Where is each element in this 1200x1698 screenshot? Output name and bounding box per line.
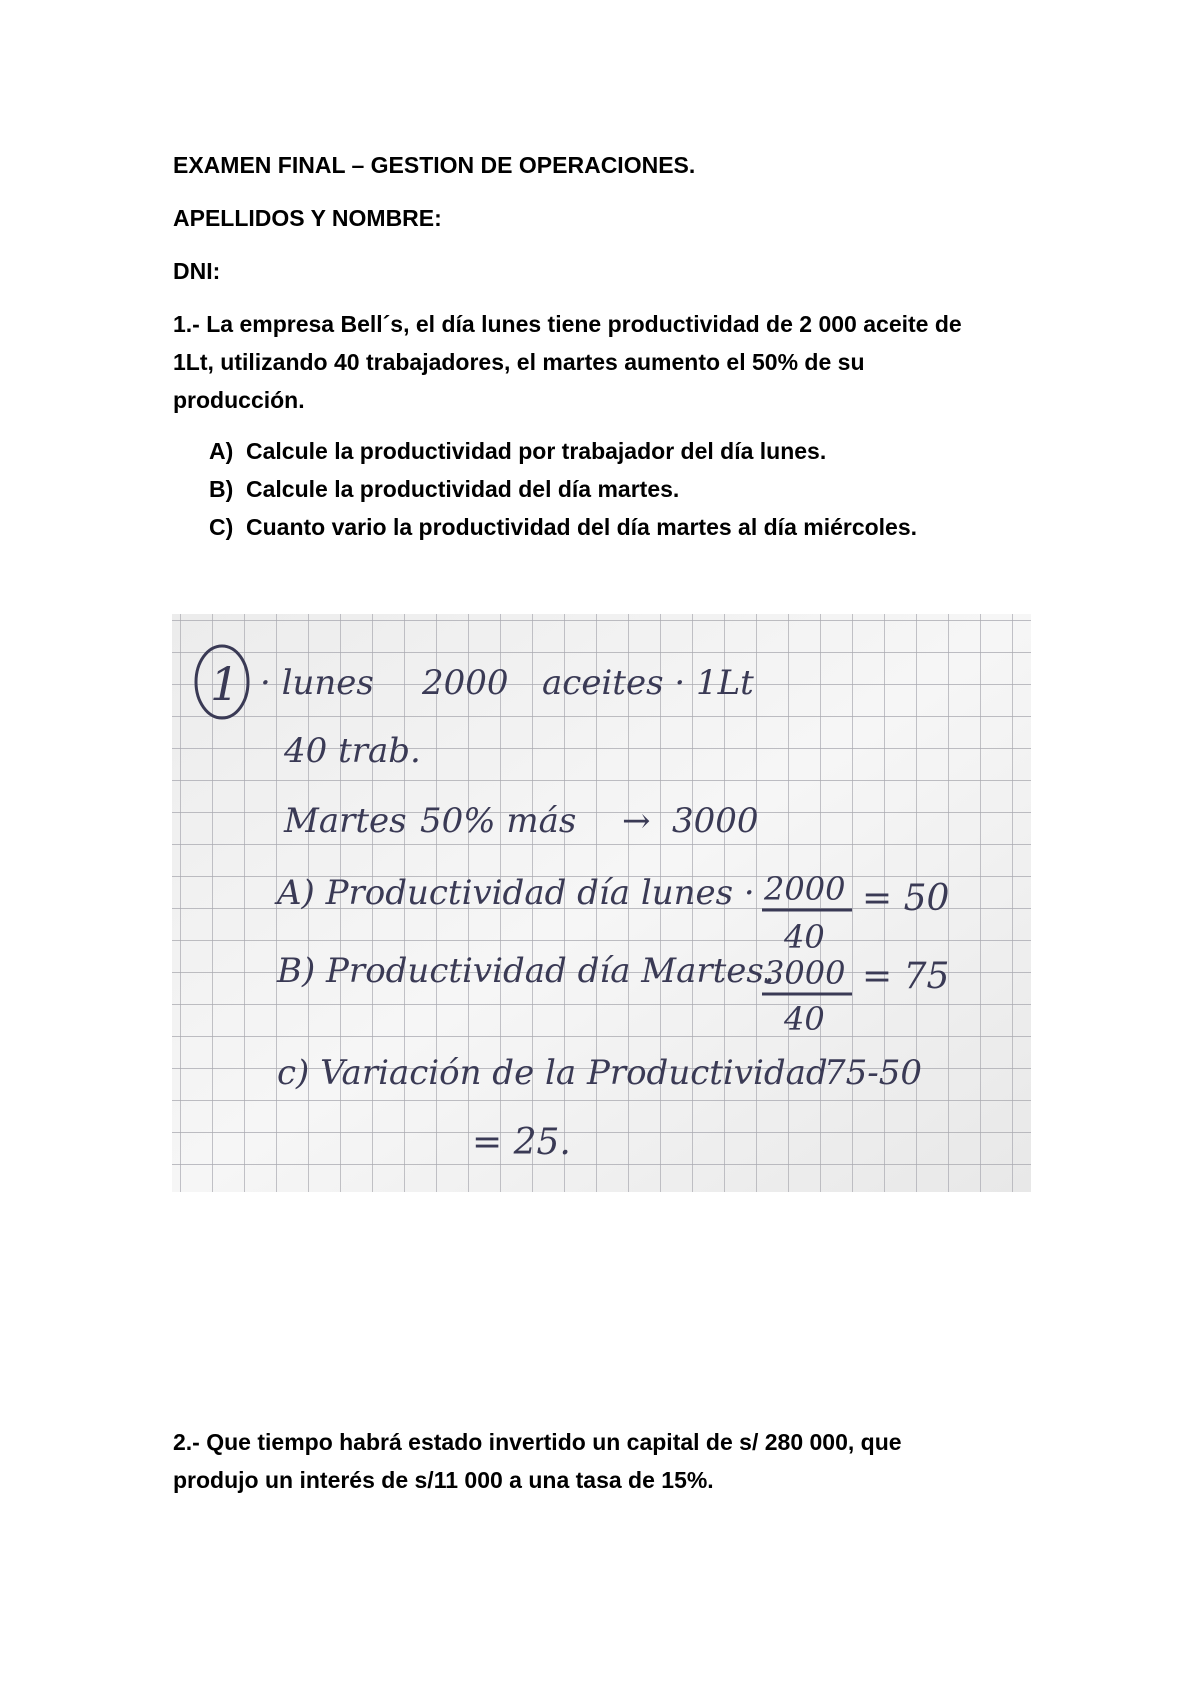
- item-text: Calcule la productividad por trabajador del día lunes.: [246, 438, 827, 464]
- exam-title: EXAMEN FINAL – GESTION DE OPERACIONES.: [173, 152, 696, 178]
- hw-line1-lunes: · lunes: [260, 663, 374, 703]
- item-letter: C): [209, 514, 234, 540]
- hw-circled-number: 1: [210, 657, 240, 711]
- hw-line3-martes: Martes: [284, 801, 407, 841]
- hw-line4-label: A) Productividad día lunes ·: [277, 873, 755, 913]
- hw-line6-calc: 75-50: [824, 1053, 923, 1093]
- handwritten-answer-photo: [172, 614, 1031, 1192]
- item-text: Calcule la productividad del día martes.: [246, 476, 680, 502]
- hw-line6-label: c) Variación de la Productividad: [277, 1053, 828, 1093]
- hw-line5-result: = 75: [862, 956, 950, 997]
- question1-line1: 1.- La empresa Bell´s, el día lunes tiene productividad de 2 000 aceite de: [173, 311, 962, 337]
- hw-line5-label: B) Productividad día Martes.: [277, 951, 775, 991]
- hw-line3-arrow: →: [622, 801, 651, 841]
- item-text: Cuanto vario la productividad del día martes al día miércoles.: [246, 514, 918, 540]
- question2-line1: 2.- Que tiempo habrá estado invertido un capital de s/ 280 000, que: [173, 1429, 902, 1455]
- dni-label: DNI:: [173, 258, 221, 284]
- question2-line2: produjo un interés de s/11 000 a una tasa de 15%.: [173, 1467, 714, 1493]
- hw-line1-aceites: aceites · 1Lt: [542, 663, 754, 703]
- hw-line1-qty: 2000: [422, 663, 509, 703]
- hw-line3-result: 3000: [672, 801, 759, 841]
- hw-line4-denominator: 40: [784, 918, 825, 956]
- item-letter: A): [209, 438, 234, 464]
- hw-line5-denominator: 40: [784, 1000, 825, 1038]
- question1-item-a: [209, 432, 826, 470]
- hw-line4-result: = 50: [862, 878, 950, 919]
- name-label: APELLIDOS Y NOMBRE:: [173, 205, 442, 231]
- hw-line7-result: = 25.: [472, 1122, 571, 1163]
- hw-line3-pct: 50% más: [420, 801, 577, 841]
- question1-item-b: [209, 470, 679, 508]
- hw-line2: 40 trab.: [284, 731, 421, 771]
- grid-paper: [172, 614, 1031, 1192]
- hw-line4-numerator: 2000: [764, 870, 846, 908]
- hw-line5-numerator: 3000: [764, 954, 846, 992]
- question1-item-c: [209, 508, 917, 546]
- question1-line3: producción.: [173, 387, 305, 413]
- item-letter: B): [209, 476, 234, 502]
- question1-line2: 1Lt, utilizando 40 trabajadores, el martes aumento el 50% de su: [173, 349, 865, 375]
